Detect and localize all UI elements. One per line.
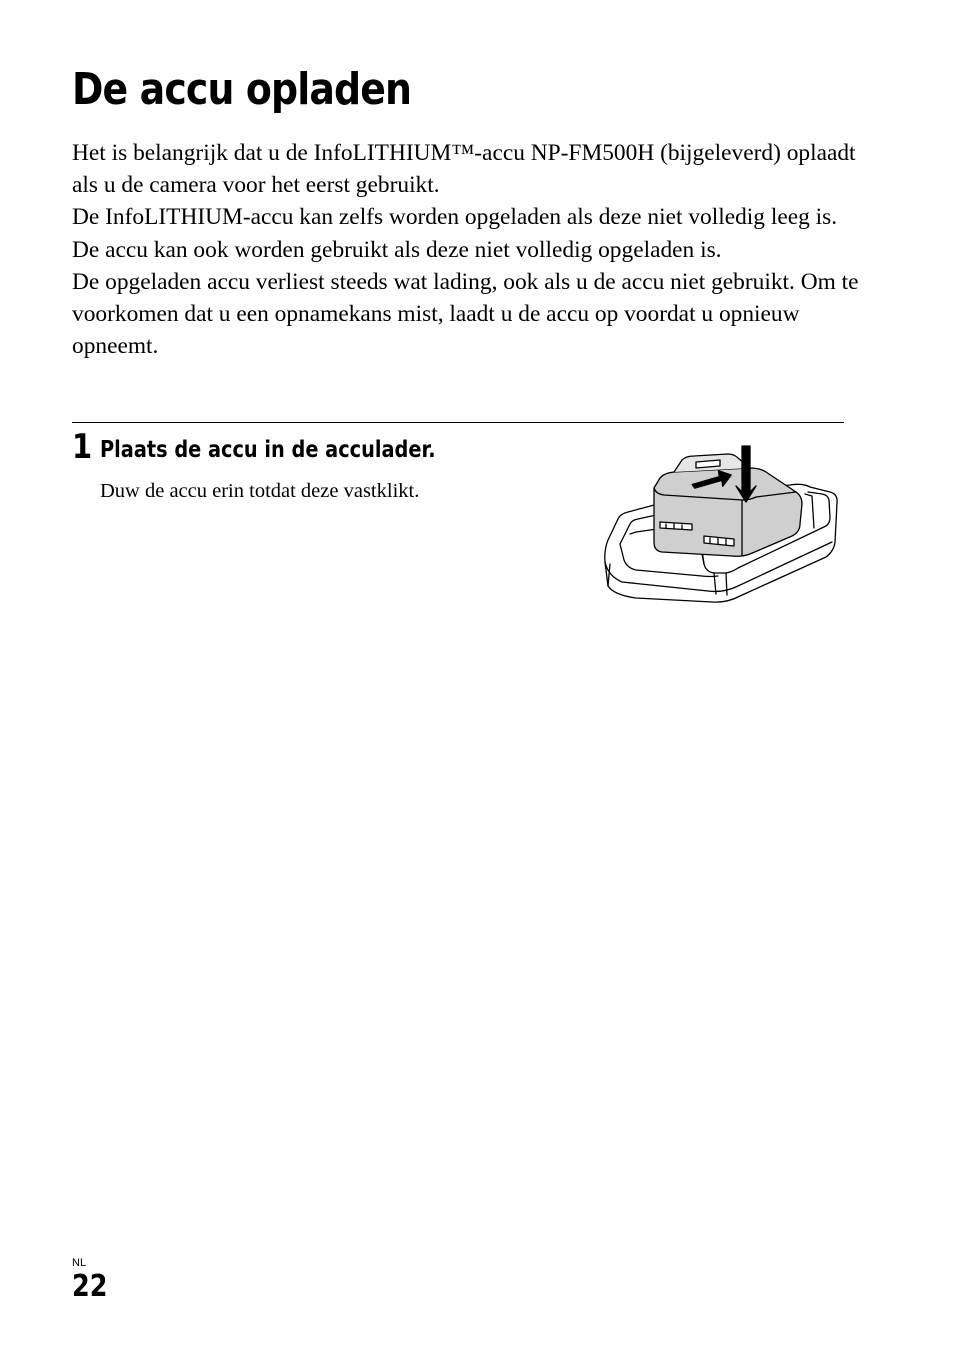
step-number: 1 [72, 427, 93, 467]
step-title: Plaats de accu in de acculader. [100, 437, 436, 463]
language-code: NL [72, 1257, 87, 1269]
page-number: 22 [72, 1269, 108, 1304]
intro-paragraph: De accu kan ook worden gebruikt als deze niet volledig opgeladen is. [72, 236, 722, 263]
step-description: Duw de accu erin totdat deze vastklikt. [100, 480, 420, 502]
page-title: De accu opladen [72, 64, 412, 115]
intro-paragraph: Het is belangrijk dat u de InfoLITHIUM™-accu NP-FM500H (bijgeleverd) oplaadt als u de camera voor het eerst gebruikt. [72, 140, 856, 199]
intro-paragraph: De InfoLITHIUM-accu kan zelfs worden opgeladen als deze niet volledig leeg is. [72, 204, 838, 231]
battery-charger-icon [600, 436, 840, 618]
section-divider [72, 422, 844, 423]
intro-text [72, 137, 862, 362]
intro-paragraph: De opgeladen accu verliest steeds wat lading, ook als u de accu niet gebruikt. Om te voorkomen dat u een opnamekans mist, laadt u de accu op voordat u opnieuw opneemt. [72, 268, 859, 360]
